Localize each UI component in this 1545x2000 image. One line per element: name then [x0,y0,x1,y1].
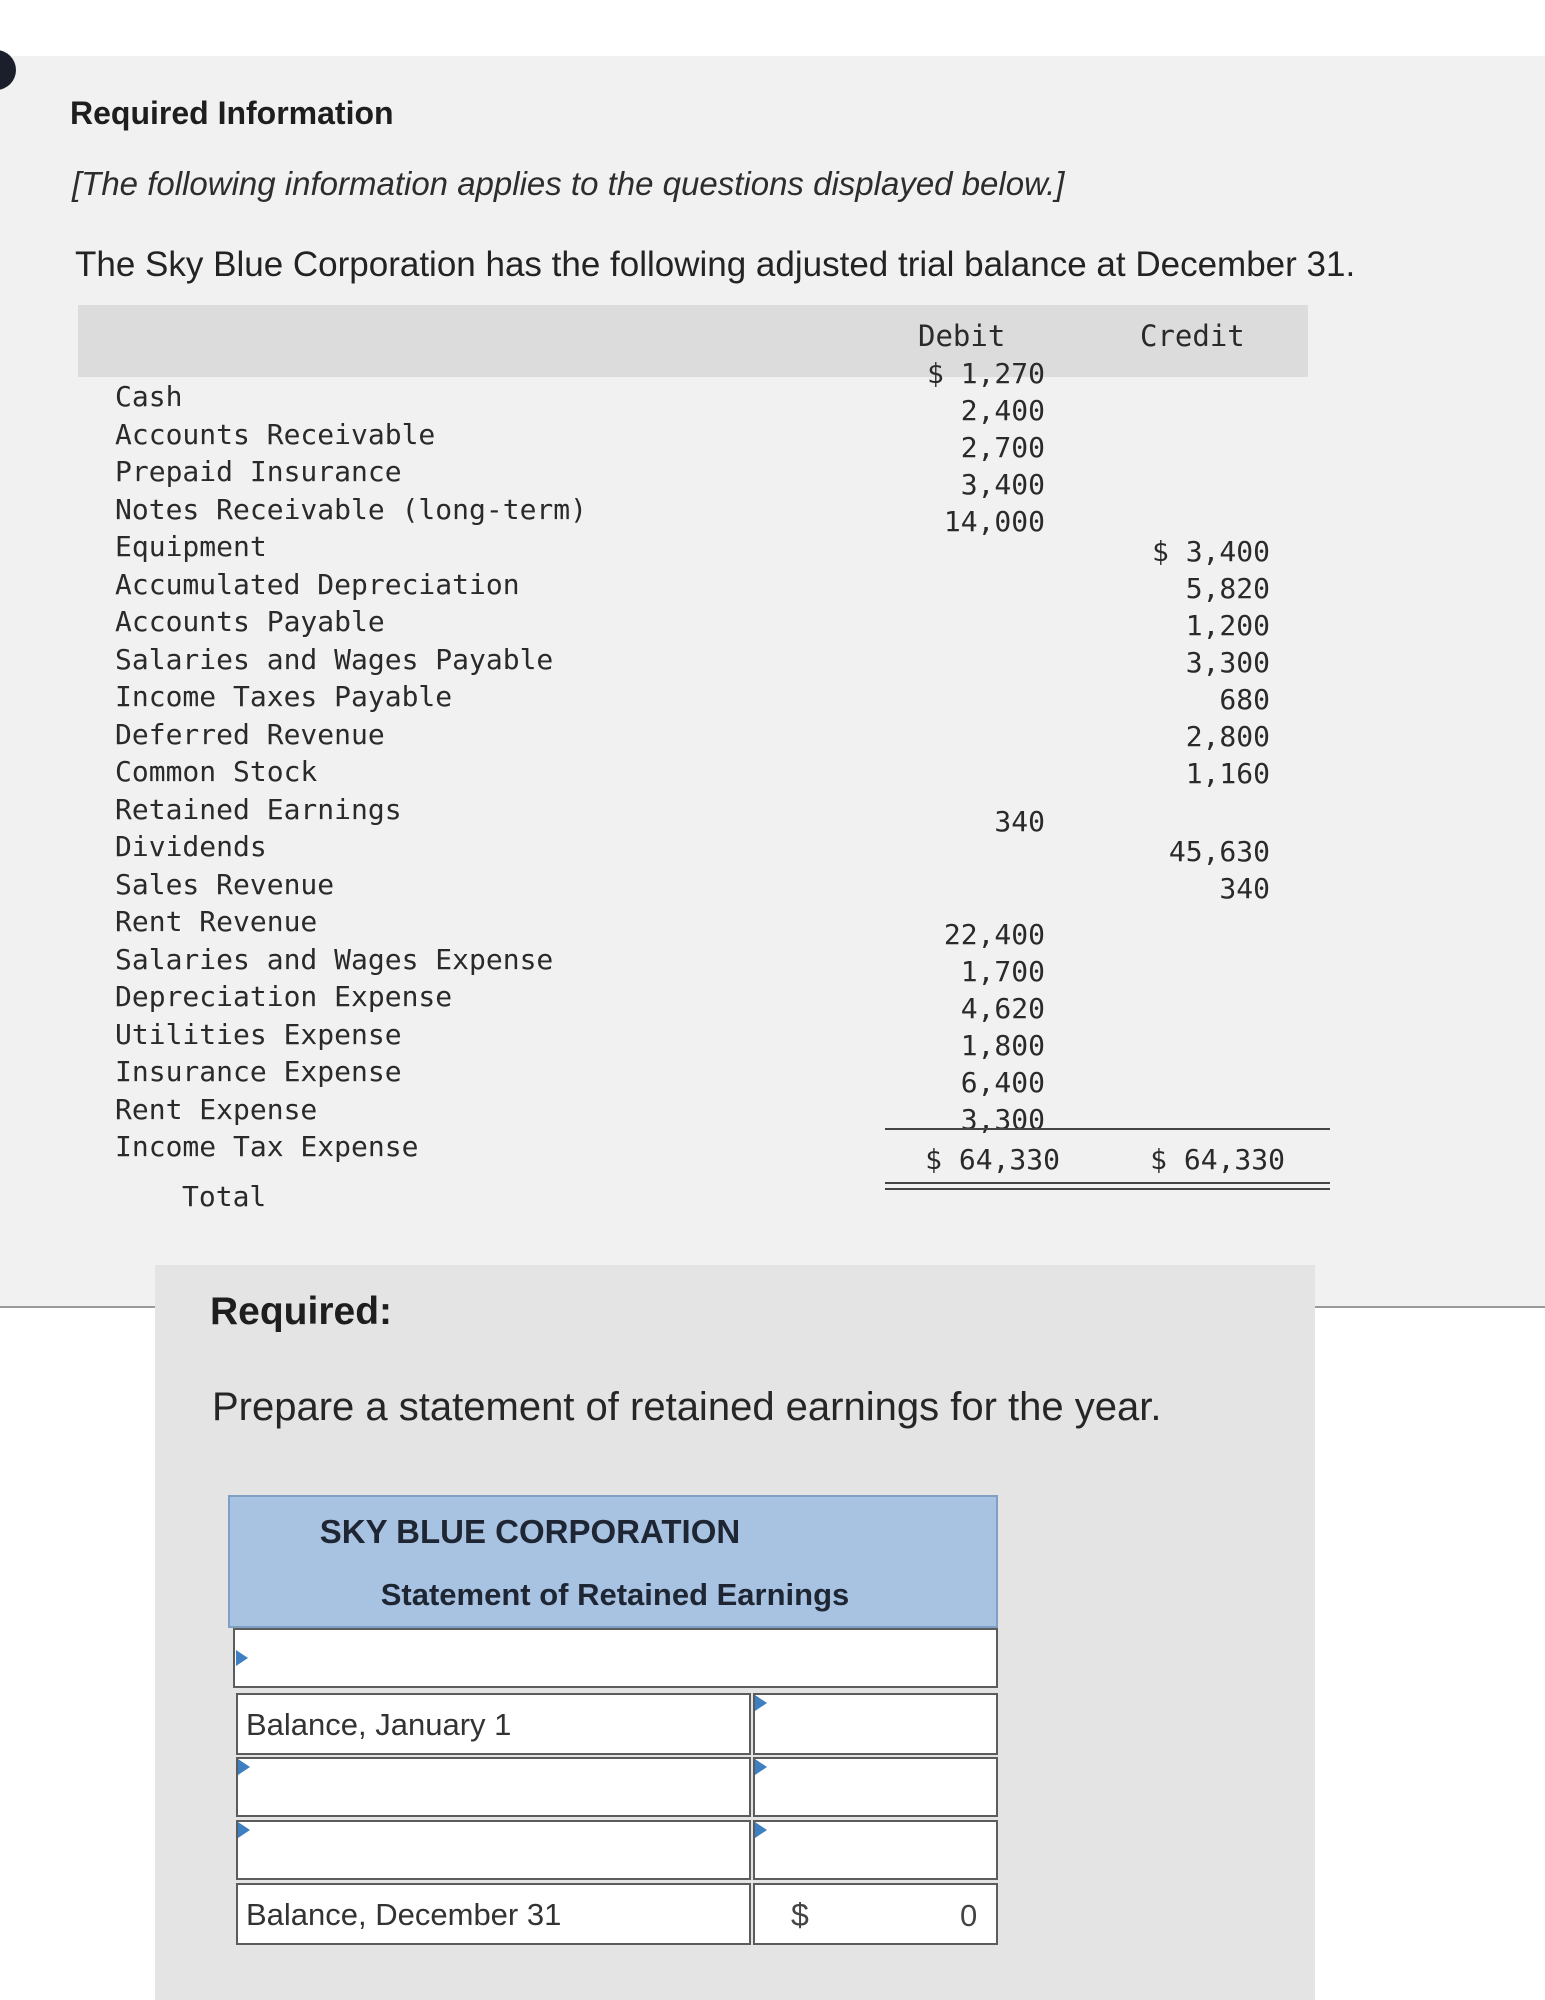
input-arrow-icon [755,1759,767,1775]
balance-dec-label-cell [236,1883,751,1945]
balance-jan-label-cell [236,1693,751,1755]
company-name: SKY BLUE CORPORATION [319,1513,741,1550]
statement-header [228,1495,998,1628]
line-item-amount-input-2[interactable] [753,1820,998,1880]
total-double-rule [885,1182,1330,1190]
question-instruction: Prepare a statement of retained earnings for the year. [212,1385,1162,1429]
account-name: Accounts Receivable [115,417,436,451]
credit-amount: 45,630 [1168,835,1270,868]
dropdown-arrow-icon[interactable] [238,1759,250,1775]
balance-jan-amount-input[interactable] [753,1693,998,1755]
statement-date-input[interactable] [233,1628,998,1688]
debit-header: Debit [918,319,1006,353]
account-list [115,378,587,1166]
retained-earnings-statement [228,1495,998,1945]
line-item-select-2[interactable] [236,1820,751,1880]
account-name: Income Tax Expense [115,1130,419,1163]
line-item-select-1[interactable] [236,1757,751,1817]
credit-header: Credit [1140,319,1245,353]
debit-amount: $ 1,270 [926,357,1045,390]
credit-amount: 1,200 [1185,609,1270,642]
section-title: Required Information [70,95,394,131]
total-debit: $ 64,330 [925,1143,1060,1176]
credit-amount: 5,820 [1185,572,1270,605]
total-credit: $ 64,330 [1150,1143,1285,1176]
total-label: Total [182,1180,267,1213]
credit-amount: 1,160 [1185,757,1270,790]
account-name: Deferred Revenue [115,717,385,751]
credit-amount: 340 [1219,872,1270,905]
account-name: Income Taxes Payable [115,680,453,713]
account-name: Prepaid Insurance [115,455,402,488]
input-arrow-icon [755,1822,767,1838]
balance-dec-label: Balance, December 31 [246,1897,562,1932]
account-name: Utilities Expense [115,1017,402,1051]
account-name: Accumulated Depreciation [115,567,520,601]
debit-amount: 2,400 [960,394,1045,427]
debit-amount: 3,300 [960,1103,1045,1136]
account-name: Salaries and Wages Expense [115,942,554,976]
debit-amount: 3,400 [960,468,1045,501]
account-name: Rent Expense [115,1092,318,1126]
account-name: Dividends [115,830,267,863]
debit-amount: 6,400 [960,1066,1045,1099]
credit-amount: $ 3,400 [1151,535,1270,568]
line-item-amount-input-1[interactable] [753,1757,998,1817]
account-name: Sales Revenue [115,867,335,901]
account-name: Salaries and Wages Payable [115,642,554,676]
debit-amount: 1,800 [960,1029,1045,1062]
credit-amount: 680 [1219,683,1270,716]
account-name: Rent Revenue [115,905,318,938]
required-label: Required: [210,1290,393,1333]
account-name: Common Stock [115,755,318,788]
debit-amount: 14,000 [943,505,1045,538]
balance-jan-label: Balance, January 1 [246,1707,512,1742]
credit-amount: 2,800 [1185,720,1270,753]
input-arrow-icon [755,1695,767,1711]
problem-intro: The Sky Blue Corporation has the following adjusted trial balance at December 31. [75,245,1356,284]
account-name: Depreciation Expense [115,980,453,1013]
balance-dec-value: 0 [960,1898,978,1933]
account-name: Notes Receivable (long-term) [115,492,588,526]
account-name: Equipment [115,530,267,563]
dropdown-arrow-icon[interactable] [236,1650,248,1666]
debit-amount: 2,700 [960,431,1045,464]
debit-amount: 22,400 [943,918,1045,951]
debit-amount: 4,620 [960,992,1045,1025]
debit-amount: 1,700 [960,955,1045,988]
currency-symbol: $ [791,1897,809,1933]
statement-title: Statement of Retained Earnings [380,1577,850,1612]
account-name: Cash [115,380,183,413]
subtotal-rule [885,1128,1330,1130]
account-name: Accounts Payable [115,605,385,638]
account-name: Insurance Expense [115,1055,402,1088]
info-note: [The following information applies to the questions displayed below.] [72,165,1065,202]
credit-amount: 3,300 [1185,646,1270,679]
balance-dec-amount-cell [753,1883,998,1945]
account-name: Retained Earnings [115,792,402,826]
dropdown-arrow-icon[interactable] [238,1822,250,1838]
trial-balance-header [78,305,1308,377]
debit-amount: 340 [994,805,1045,838]
